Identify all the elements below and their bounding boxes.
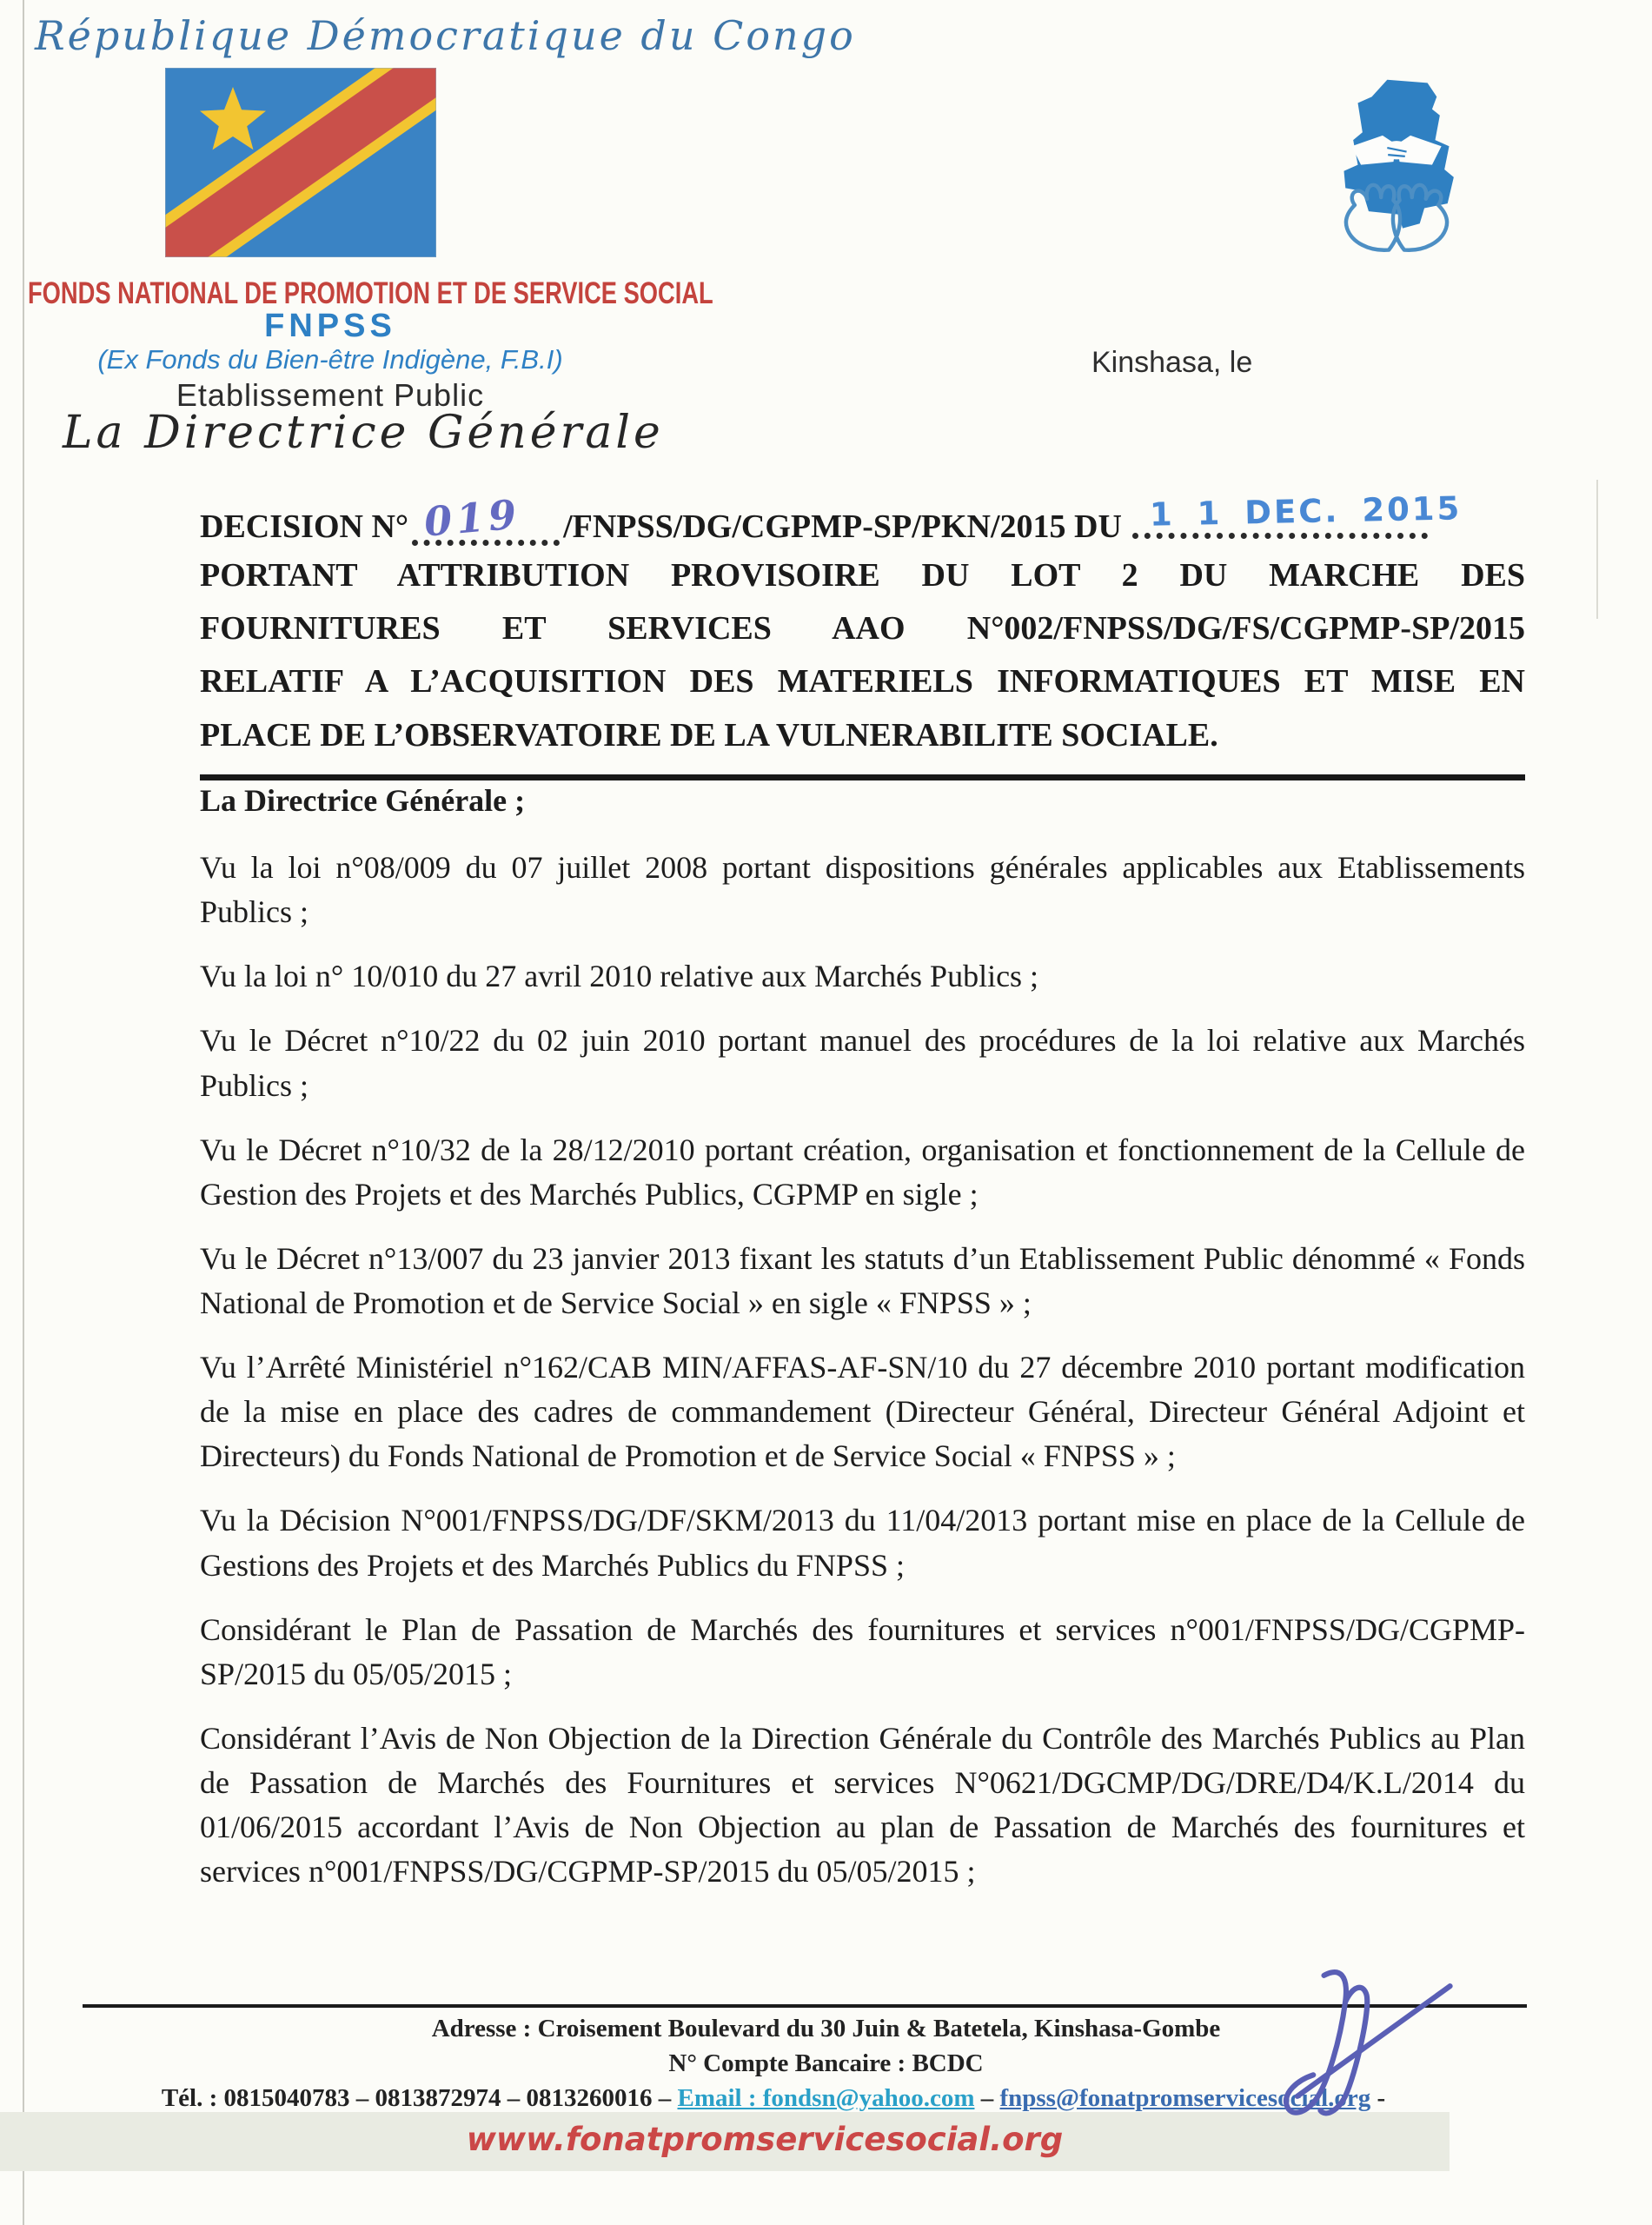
decision-title-line: FOURNITURES ET SERVICES AAO N°002/FNPSS/DG/FS/CGPMP-SP/2015	[200, 610, 1525, 648]
decision-title-block	[200, 489, 1525, 780]
decision-number-line	[200, 489, 1525, 546]
body-paragraph: Vu le Décret n°10/22 du 02 juin 2010 portant manuel des procédures de la loi relative aux Marchés Publics ;	[200, 1023, 1525, 1103]
place-date-line: Kinshasa, le	[1091, 346, 1253, 379]
website-link[interactable]: www.fonatpromservicesocial.org	[466, 2121, 1064, 2158]
body-paragraphs	[200, 846, 1525, 1894]
org-acronym: FNPSS	[264, 308, 396, 344]
date-stamp: 1 1 DEC. 2015	[1149, 489, 1463, 534]
office-title-script: La Directrice Générale	[63, 407, 664, 459]
org-type: Etablissement Public	[176, 377, 485, 413]
org-name: FONDS NATIONAL DE PROMOTION ET DE SERVICE SOCIAL	[28, 276, 713, 310]
contact-line-suffix: -	[1370, 2084, 1386, 2112]
drc-flag-icon	[165, 68, 436, 257]
handwritten-decision-number: 019	[421, 490, 523, 546]
body-heading: La Directrice Générale ;	[200, 783, 526, 818]
body-paragraph: Vu la loi n° 10/010 du 27 avril 2010 relative aux Marchés Publics ;	[200, 959, 1039, 994]
body-paragraph: Vu la loi n°08/009 du 07 juillet 2008 portant dispositions générales applicables aux Etablissements Publics ;	[200, 850, 1525, 930]
footer-bank-account: N° Compte Bancaire : BCDC	[668, 2049, 984, 2077]
dotted-leader	[1132, 489, 1463, 539]
email-link-yahoo[interactable]: Email : fondsn@yahoo.com	[677, 2084, 975, 2112]
letter-body	[200, 779, 1525, 1914]
body-paragraph: Vu l’Arrêté Ministériel n°162/CAB MIN/AFFAS-AF-SN/10 du 27 décembre 2010 portant modification de la mise en place des cadres de commandement (Directeur Général, Directeur Général Adjoint et Directeurs) du Fonds National de Promotion et de Service Social « FNPSS » ;	[200, 1350, 1525, 1474]
body-paragraph: Vu le Décret n°10/32 de la 28/12/2010 portant création, organisation et fonctionnement de la Cellule de Gestion des Projets et des Marchés Publics, CGPMP en sigle ;	[200, 1132, 1525, 1212]
decision-number-reference: /FNPSS/DG/CGPMP-SP/PKN/2015 DU	[563, 508, 1122, 545]
scan-crease-artifact	[1596, 480, 1598, 619]
org-former-name: (Ex Fonds du Bien-être Indigène, F.B.I)	[97, 344, 563, 375]
phone-numbers: Tél. : 0815040783 – 0813872974 – 0813260016 –	[161, 2084, 678, 2112]
email-link-fnpss[interactable]: fnpss@fonatpromservicesocial.org	[999, 2084, 1371, 2112]
fnpss-hands-map-logo-icon	[1319, 75, 1474, 257]
body-paragraph: Vu la Décision N°001/FNPSS/DG/DF/SKM/2013 du 11/04/2013 portant mise en place de la Cellule de Gestions des Projets et des Marchés Publics du FNPSS ;	[200, 1503, 1525, 1583]
body-paragraph: Considérant le Plan de Passation de Marchés des fournitures et services n°001/FNPSS/DG/CGPMP-SP/2015 du 05/05/2015 ;	[200, 1611, 1525, 1691]
decision-title-line: PORTANT ATTRIBUTION PROVISOIRE DU LOT 2 DU MARCHE DES	[200, 557, 1525, 594]
pen-mark-paraph	[1271, 1940, 1457, 2144]
decision-title-line: RELATIF A L’ACQUISITION DES MATERIELS INFORMATIQUES ET MISE EN	[200, 663, 1525, 701]
dotted-leader	[412, 490, 560, 546]
email-separator: –	[974, 2084, 1000, 2112]
footer-address: Adresse : Croisement Boulevard du 30 Juin & Batetela, Kinshasa-Gombe	[431, 2015, 1221, 2042]
decision-title-text	[200, 553, 1525, 759]
body-paragraph: Considérant l’Avis de Non Objection de la Direction Générale du Contrôle des Marchés Publics au Plan de Passation de Marchés des Fournitures et services N°0621/DGCMP/DG/DRE/D4/K.L/2014 du 01/06/2015 accordant l’Avis de Non Objection au plan de Passation de Marchés des fournitures et services n°001/FNPSS/DG/CGPMP-SP/2015 du 05/05/2015 ;	[200, 1720, 1525, 1890]
country-name-script: République Démocratique du Congo	[35, 12, 856, 59]
decision-title-line: PLACE DE L’OBSERVATOIRE DE LA VULNERABILITE SOCIALE.	[200, 716, 1218, 754]
body-paragraph: Vu le Décret n°13/007 du 23 janvier 2013 fixant les statuts d’un Etablissement Public dénommé « Fonds National de Promotion et de Service Social » en sigle « FNPSS » ;	[200, 1240, 1525, 1320]
decision-number-prefix: DECISION N°	[200, 508, 409, 545]
